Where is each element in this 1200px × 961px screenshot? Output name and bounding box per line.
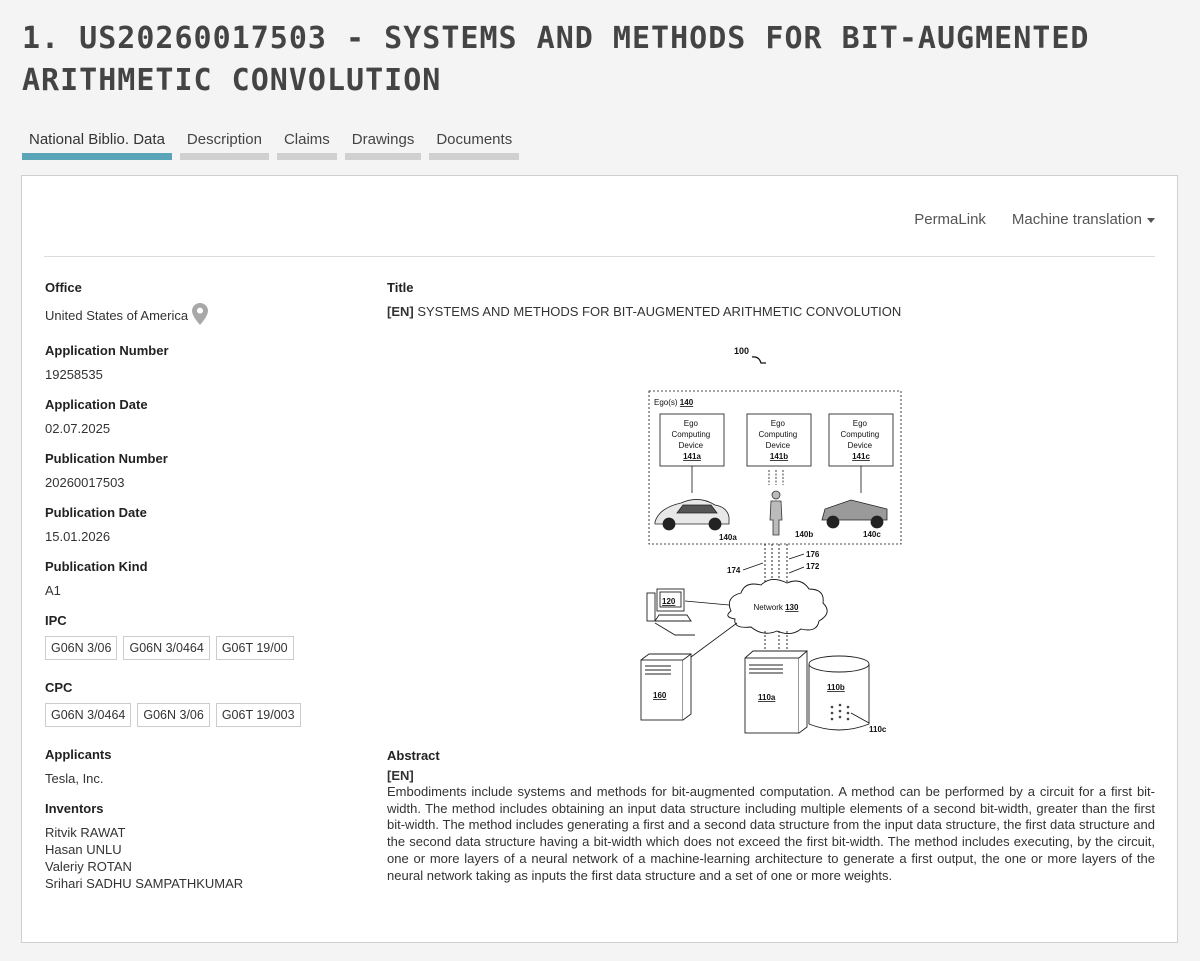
cpc-chip[interactable]: G06N 3/0464 — [45, 703, 131, 727]
svg-text:Ego Computing — [841, 419, 882, 461]
ref-100-arrow — [752, 357, 766, 363]
title-abstract-column — [387, 280, 1155, 883]
machine-translation-dropdown[interactable] — [1012, 211, 1155, 228]
abstract-text: Embodiments include systems and methods for bit-augmented computation. A method can be performed by a circuit for a first bit-width. The method includes obtaining an input data structure including multiple elements of a second bit-width, greater than the first bit-width. The method includes generating a first and a second data structure from the input data structure, the first data structure and the second data structure having a bit-width which does not exceed the first bit-width. The method includes executing, by the circuit, one or more layers of a neural network of a machine-learning architecture to generate a first output, the one or more layers of the neural network taking as inputs the first data structure and a set of one or more weights. — [387, 784, 1155, 883]
biblio-data — [45, 280, 365, 906]
network-ref: 130 — [785, 603, 799, 612]
ref-174: 174 — [727, 566, 741, 575]
application-number-field — [45, 343, 365, 383]
office-label: Office — [45, 280, 82, 295]
device-141c-line2: Computing — [840, 430, 880, 439]
svg-text:Ego Computing — [759, 419, 800, 461]
publication-number-value: 20260017503 — [45, 475, 125, 490]
applicants-label: Applicants — [45, 747, 112, 762]
device-141b-line1: Ego — [770, 419, 785, 428]
application-date-value: 02.07.2025 — [45, 421, 111, 436]
server-160-icon — [641, 654, 691, 720]
page-title: 1. US20260017503 - SYSTEMS AND METHODS FOR BIT-AUGMENTED ARITHMETIC CONVOLUTION — [22, 21, 1090, 98]
abstract-section — [387, 748, 1155, 884]
database-110b-icon — [809, 656, 869, 730]
ref-172: 172 — [806, 562, 820, 571]
map-pin-icon[interactable] — [192, 303, 208, 329]
svg-text:Ego(s) 140 — [654, 398, 694, 407]
car-icon — [655, 499, 729, 530]
truck-icon — [822, 500, 887, 528]
publication-number-field — [45, 451, 365, 491]
publication-date-field — [45, 505, 365, 545]
tab-description[interactable]: Description — [180, 128, 269, 160]
tab-claims[interactable]: Claims — [277, 128, 337, 160]
network-label: Network — [753, 603, 783, 612]
content-panel — [21, 175, 1178, 943]
ipc-chip[interactable]: G06N 3/06 — [45, 636, 117, 660]
ipc-field — [45, 613, 365, 660]
panel-toolbar — [888, 211, 1155, 228]
ref-140a: 140a — [719, 533, 737, 542]
publication-date-value: 15.01.2026 — [45, 529, 111, 544]
ref-176: 176 — [806, 550, 820, 559]
ref-110a: 110a — [758, 693, 776, 702]
title-value: SYSTEMS AND METHODS FOR BIT-AUGMENTED ARITHMETIC CONVOLUTION — [417, 304, 902, 319]
application-number-label: Application Number — [45, 343, 169, 358]
inventor-name: Valeriy ROTAN — [45, 859, 132, 874]
tab-documents[interactable]: Documents — [429, 128, 519, 160]
ipc-chip[interactable]: G06N 3/0464 — [123, 636, 209, 660]
tab-bar — [22, 128, 527, 160]
application-date-label: Application Date — [45, 397, 148, 412]
ipc-chip[interactable]: G06T 19/00 — [216, 636, 294, 660]
egos-label: Ego(s) — [654, 398, 678, 407]
device-141c-line3: Device — [847, 441, 873, 450]
title-label: Title — [387, 280, 414, 295]
device-141a-line3: Device — [678, 441, 704, 450]
inventor-name: Srihari SADHU SAMPATHKUMAR — [45, 876, 244, 891]
divider — [44, 256, 1155, 257]
publication-number-label: Publication Number — [45, 451, 168, 466]
inventor-name: Ritvik RAWAT — [45, 825, 126, 840]
ref-120: 120 — [662, 597, 676, 606]
svg-text:Network 130 — [754, 603, 799, 612]
publication-kind-field — [45, 559, 365, 599]
title-text — [387, 303, 1155, 320]
device-141a-ref: 141a — [683, 452, 701, 461]
device-141b-line2: Computing — [758, 430, 798, 439]
server-110a-icon — [745, 651, 807, 733]
device-141a-line1: Ego — [683, 419, 698, 428]
permalink-link[interactable]: PermaLink — [914, 211, 986, 228]
ref-160: 160 — [653, 691, 667, 700]
abstract-label: Abstract — [387, 748, 440, 763]
ref-100: 100 — [734, 346, 750, 356]
applicants-value: Tesla, Inc. — [45, 771, 104, 786]
device-141c-line1: Ego — [852, 419, 867, 428]
ref-110b: 110b — [827, 683, 845, 692]
publication-kind-value: A1 — [45, 583, 61, 598]
person-icon — [770, 491, 782, 535]
device-141c-ref: 141c — [852, 452, 870, 461]
application-number-value: 19258535 — [45, 367, 103, 382]
cpc-field — [45, 680, 365, 727]
inventor-name: Hasan UNLU — [45, 842, 122, 857]
tab-drawings[interactable]: Drawings — [345, 128, 422, 160]
machine-translation-label: Machine translation — [1011, 211, 1142, 228]
caret-down-icon — [1147, 218, 1155, 223]
ref-110c: 110c — [869, 725, 887, 734]
tab-national-biblio-data[interactable]: National Biblio. Data — [22, 128, 172, 160]
patent-drawing[interactable] — [619, 335, 919, 735]
ipc-label: IPC — [45, 613, 67, 628]
ref-140c: 140c — [863, 530, 881, 539]
cpc-chip[interactable]: G06N 3/06 — [137, 703, 209, 727]
inventors-label: Inventors — [45, 801, 104, 816]
abstract-lang-tag: [EN] — [387, 768, 414, 783]
computer-icon — [647, 589, 695, 635]
ref-140b: 140b — [795, 530, 814, 539]
publication-kind-label: Publication Kind — [45, 559, 148, 574]
office-field — [45, 280, 365, 329]
device-141b-ref: 141b — [769, 452, 789, 461]
application-date-field — [45, 397, 365, 437]
inventors-field — [45, 801, 365, 892]
title-lang-tag: [EN] — [387, 304, 414, 319]
publication-date-label: Publication Date — [45, 505, 147, 520]
applicants-field — [45, 747, 365, 787]
cpc-label: CPC — [45, 680, 73, 695]
device-141a-line2: Computing — [671, 430, 711, 439]
cpc-chip[interactable]: G06T 19/003 — [216, 703, 301, 727]
svg-text:Ego Computing — [672, 419, 713, 461]
office-value: United States of America — [45, 308, 189, 323]
device-141b-line3: Device — [765, 441, 791, 450]
egos-ref: 140 — [679, 398, 694, 407]
